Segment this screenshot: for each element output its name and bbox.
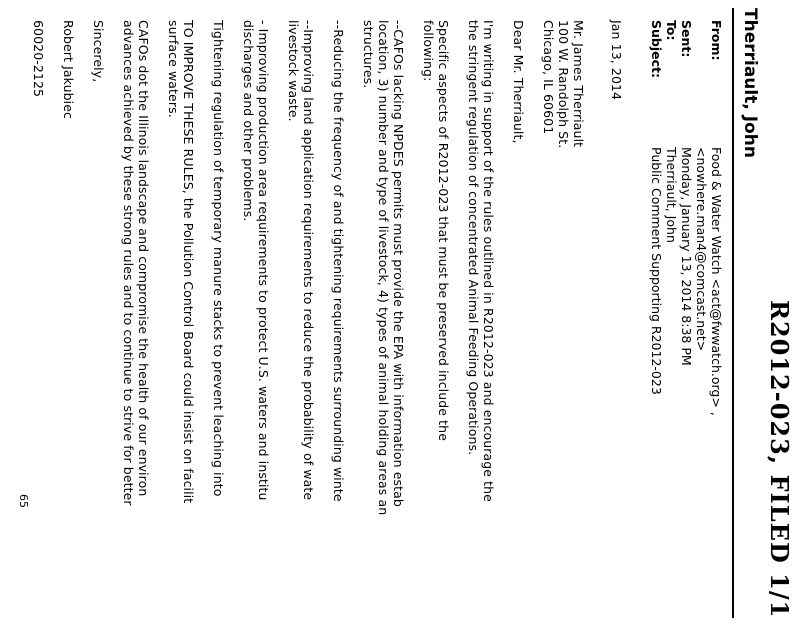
meta-value-subject: Public Comment Supporting R2012-023 — [649, 147, 664, 395]
meta-value-from-email: <nowhere.man4@comcast.net> — [694, 147, 709, 352]
paragraph-line: TO IMPROVE THESE RULES, the Pollution Control Board could insist on facilit — [181, 20, 196, 504]
meta-label-from: From: — [709, 20, 724, 61]
paragraph-line: structures. — [361, 20, 376, 89]
page-number: 65 — [17, 494, 30, 508]
paragraph-line: CAFOs dot the Illinois landscape and compromise the health of our environ — [136, 20, 151, 497]
paragraph-line: following: — [421, 20, 436, 82]
sender-name: Therriault, John — [740, 8, 760, 158]
paragraph-line: surface waters. — [166, 20, 181, 118]
salutation: Dear Mr. Therriault, — [511, 20, 526, 144]
paragraph-line: location, 3) number and type of livestock, 4) types of animal holding areas an — [376, 20, 391, 516]
paragraph-line: livestock waste. — [286, 20, 301, 122]
meta-label-to: To: — [664, 20, 679, 41]
header-divider — [732, 8, 734, 618]
address-line: Chicago, IL 60601 — [541, 20, 556, 135]
meta-label-subject: Subject: — [649, 20, 664, 78]
paragraph-line: discharges and other problems. — [241, 20, 256, 222]
filing-stamp: R2012-023, FILED 1/1 — [765, 300, 794, 618]
meta-value-from: Food & Water Watch <act@fwwatch.org> , — [709, 147, 724, 416]
paragraph-line: advances achieved by these strong rules and to continue to strive for better — [121, 20, 136, 506]
letter-date: Jan 13, 2014 — [609, 20, 624, 101]
paragraph-line: the stringent regulation of concentrated Animal Feeding Operations. — [466, 20, 481, 456]
closing: Sincerely, — [91, 20, 106, 83]
paragraph-line: - Improving production area requirements to protect U.S. waters and institu — [256, 20, 271, 501]
address-line: Mr. James Therriault — [571, 20, 586, 148]
signer-zip: 60020-2125 — [31, 20, 46, 98]
address-line: 100 W. Randolph St. — [556, 20, 571, 149]
paragraph-line: I'm writing in support of the rules outlined in R2012-023 and encourage the — [481, 20, 496, 502]
meta-value-to: Therriault, John — [664, 147, 679, 243]
paragraph-line: --Reducing the frequency of and tightening requirements surrounding winte — [331, 20, 346, 502]
paragraph-line: Specific aspects of R2012-023 that must be preserved include the — [436, 20, 451, 441]
signer-name: Robert Jakubiec — [61, 20, 76, 120]
meta-label-sent: Sent: — [679, 20, 694, 58]
paragraph-line: Tightening regulation of temporary manure stacks to prevent leaching into — [211, 20, 226, 497]
paragraph-line: --CAFOs lacking NPDES permits must provide the EPA with information estab — [391, 20, 406, 507]
paragraph-line: --Improving land application requirements to reduce the probability of wate — [301, 20, 316, 501]
meta-value-sent: Monday, January 13, 2014 8:38 PM — [679, 147, 694, 366]
